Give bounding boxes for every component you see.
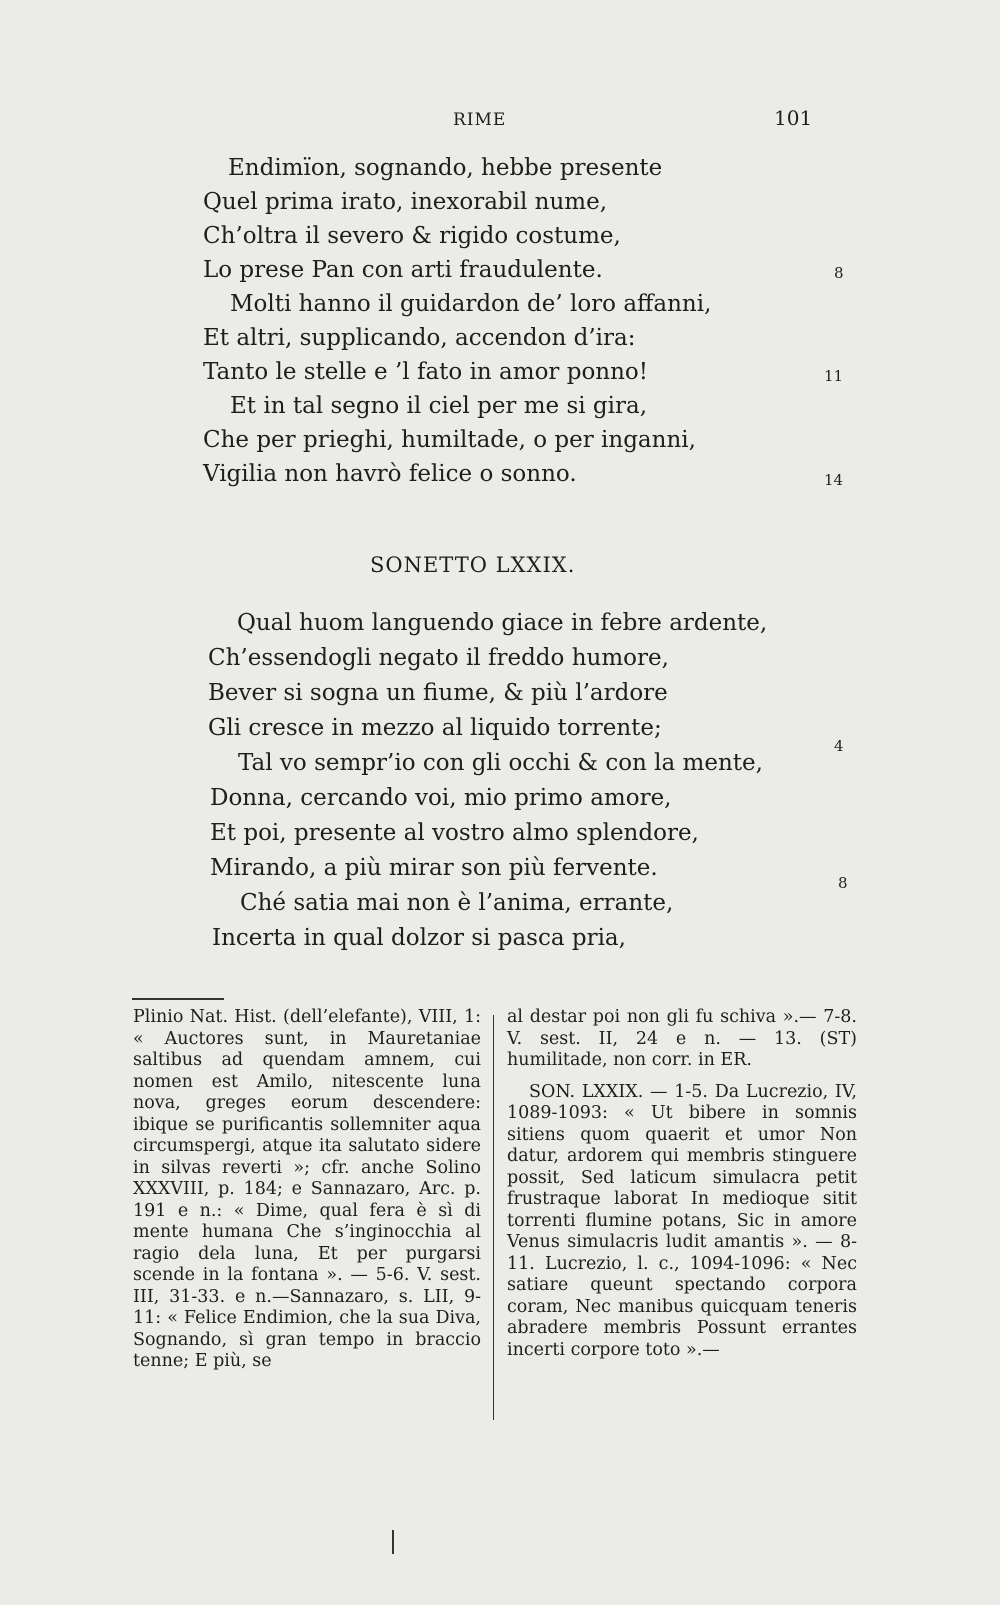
footnote-column-left — [133, 1007, 481, 1373]
verse-line: Tal vo sempr’io con gli occhi & con la mente, — [238, 750, 763, 776]
footnote-column-right — [507, 1007, 857, 1361]
verse-line: Qual huom languendo giace in febre ardente, — [237, 610, 768, 636]
line-number: 14 — [824, 471, 844, 489]
verse-line: Gli cresce in mezzo al liquido torrente; — [208, 715, 662, 741]
footnote-paragraph: al destar poi non gli fu schiva ».— 7-8. V. sest. II, 24 e n. — 13. (ST) humilitade, non corr. in ER. — [507, 1007, 857, 1070]
verse-line: Bever si sogna un fiume, & più l’ardore — [208, 680, 668, 706]
page-header — [0, 106, 1000, 136]
verse-line: Che per prieghi, humiltade, o per inganni, — [203, 427, 696, 453]
verse-line: Donna, cercando voi, mio primo amore, — [210, 785, 672, 811]
verse-line: Tanto le stelle e ’l fato in amor ponno! — [203, 359, 649, 385]
line-number: 11 — [824, 367, 844, 385]
verse-line: Vigilia non havrò felice o sonno. — [203, 461, 577, 487]
footnote-paragraph: SON. LXXIX. — 1-5. Da Lucrezio, IV, 1089-1093: « Ut bibere in somnis sitiens quom quaerit et umor Non datur, ardorem qui membris stinguere possit, Sed laticum simulacra petit frustraque laborat In medioque sitit torrenti flumine potans, Sic in amore Venus simulacris ludit amantis ». — 8-11. Lucrezio, l. c., 1094-1096: « Nec satiare queunt spectando corpora coram, Nec manibus quicquam teneris abradere membris Possunt errantes incerti corpore toto ».— — [507, 1081, 857, 1360]
line-number: 8 — [834, 264, 844, 282]
column-divider — [493, 1015, 494, 1420]
footnote-paragraph: Plinio Nat. Hist. (dell’elefante), VIII, 1: « Auctores sunt, in Mauretaniae saltibus ad quendam amnem, cui nomen est Amilo, nitescente luna nova, greges eorum descendere: ibique se purificantis sollemniter aqua circumspergi, atque ita salutato sidere in silvas reverti »; cfr. anche Solino XXXVIII, p. 184; e Sannazaro, Arc. p. 191 e n.: « Dime, qual fera è sì di mente humana Che s’inginocchia al ragio dela luna, Et per purgarsi scende in la fontana ». — 5-6. V. sest. III, 31-33. e n.—Sannazaro, s. LII, 9-11: « Felice Endimion, che la sua Diva, Sognando, sì gran tempo in braccio tenne; E più, se — [133, 1007, 481, 1371]
verse-line: Et altri, supplicando, accendon d’ira: — [203, 325, 636, 351]
sonnet-title: SONETTO LXXIX. — [370, 553, 576, 577]
verse-line: Lo prese Pan con arti fraudulente. — [203, 257, 603, 283]
verse-line: Et poi, presente al vostro almo splendore, — [210, 820, 699, 846]
page-number: 101 — [774, 106, 813, 130]
verse-line: Incerta in qual dolzor si pasca pria, — [212, 925, 626, 951]
verse-line: Mirando, a più mirar son più fervente. — [210, 855, 658, 881]
verse-line: Endimïon, sognando, hebbe presente — [228, 155, 663, 181]
line-number: 4 — [834, 737, 844, 755]
verse-line: Ch’oltra il severo & rigido costume, — [203, 223, 621, 249]
verse-line: Et in tal segno il ciel per me si gira, — [230, 393, 648, 419]
verse-line: Ch’essendogli negato il freddo humore, — [208, 645, 669, 671]
verse-line: Molti hanno il guidardon de’ loro affanni, — [230, 291, 712, 317]
line-number: 8 — [838, 874, 848, 892]
printer-mark — [392, 1530, 394, 1554]
verse-line: Quel prima irato, inexorabil nume, — [203, 189, 608, 215]
verse-line: Ché satia mai non è l’anima, errante, — [240, 890, 674, 916]
running-title: RIME — [453, 110, 507, 130]
footnote-rule — [132, 998, 224, 1000]
